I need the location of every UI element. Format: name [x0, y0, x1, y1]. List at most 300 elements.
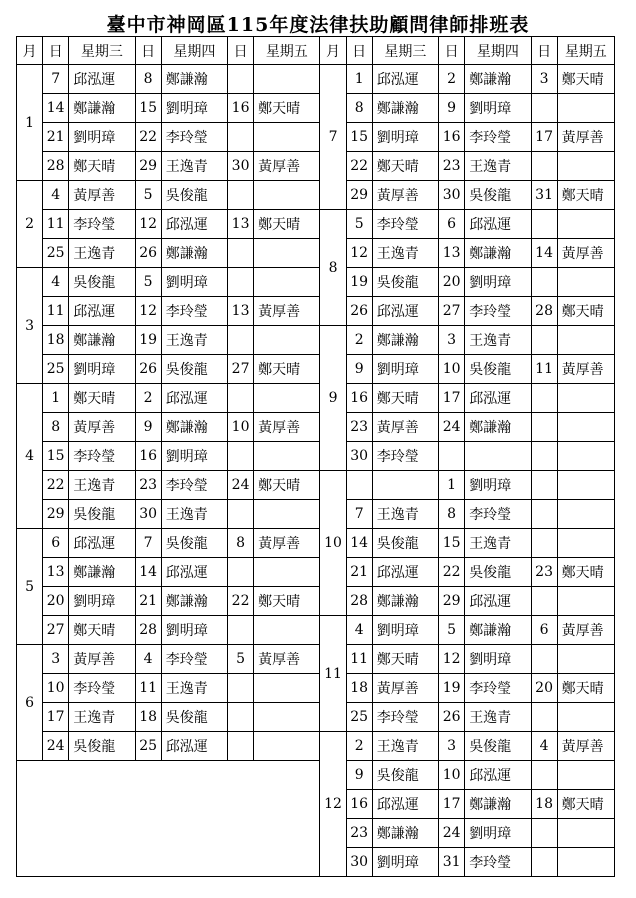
date-cell: 22: [439, 558, 465, 587]
lawyer-cell: 李玲瑩: [69, 210, 135, 239]
date-cell: [531, 645, 557, 674]
date-cell: 11: [135, 674, 161, 703]
lawyer-cell: 吳俊龍: [161, 181, 227, 210]
table-row: [17, 239, 615, 268]
lawyer-cell: 鄭謙瀚: [69, 326, 135, 355]
lawyer-cell: 劉明璋: [372, 848, 438, 877]
month-cell: 6: [17, 645, 43, 761]
date-cell: [531, 500, 557, 529]
date-cell: 20: [43, 587, 69, 616]
lawyer-cell: 鄭天晴: [557, 181, 614, 210]
lawyer-cell: 吳俊龍: [69, 500, 135, 529]
date-cell: 6: [43, 529, 69, 558]
date-cell: 30: [439, 181, 465, 210]
lawyer-cell: 李玲瑩: [161, 297, 227, 326]
date-cell: 14: [531, 239, 557, 268]
date-cell: [228, 616, 254, 645]
header-thursday: 星期四: [161, 37, 227, 65]
date-cell: 22: [43, 471, 69, 500]
header-day: 日: [531, 37, 557, 65]
date-cell: [228, 326, 254, 355]
lawyer-cell: 王逸青: [465, 703, 531, 732]
lawyer-cell: 吳俊龍: [161, 355, 227, 384]
date-cell: 14: [135, 558, 161, 587]
lawyer-cell: 鄭謙瀚: [69, 558, 135, 587]
lawyer-cell: 劉明璋: [161, 442, 227, 471]
lawyer-cell: 邱泓運: [372, 65, 438, 94]
date-cell: 24: [228, 471, 254, 500]
date-cell: 3: [439, 732, 465, 761]
lawyer-cell: 李玲瑩: [161, 645, 227, 674]
lawyer-cell: 劉明璋: [69, 587, 135, 616]
lawyer-cell: [254, 384, 320, 413]
lawyer-cell: 鄭謙瀚: [69, 94, 135, 123]
lawyer-cell: 鄭天晴: [69, 616, 135, 645]
date-cell: 5: [228, 645, 254, 674]
lawyer-cell: 鄭謙瀚: [465, 790, 531, 819]
date-cell: [531, 94, 557, 123]
lawyer-cell: 鄭天晴: [254, 587, 320, 616]
table-row: [17, 268, 615, 297]
date-cell: [531, 819, 557, 848]
date-cell: 24: [439, 819, 465, 848]
lawyer-cell: 邱泓運: [465, 210, 531, 239]
date-cell: [531, 384, 557, 413]
date-cell: 15: [346, 123, 372, 152]
lawyer-cell: 王逸青: [372, 732, 438, 761]
date-cell: 21: [135, 587, 161, 616]
lawyer-cell: 鄭天晴: [372, 645, 438, 674]
lawyer-cell: 吳俊龍: [465, 181, 531, 210]
date-cell: 12: [135, 297, 161, 326]
date-cell: [228, 181, 254, 210]
header-day: 日: [346, 37, 372, 65]
month-cell: 7: [320, 65, 346, 210]
lawyer-cell: 鄭謙瀚: [465, 616, 531, 645]
lawyer-cell: 劉明璋: [465, 471, 531, 500]
date-cell: 9: [346, 355, 372, 384]
lawyer-cell: [254, 558, 320, 587]
lawyer-cell: [254, 500, 320, 529]
table-row: [17, 210, 615, 239]
date-cell: 8: [228, 529, 254, 558]
lawyer-cell: [557, 413, 614, 442]
blank-area: [17, 761, 320, 877]
date-cell: [531, 848, 557, 877]
date-cell: 12: [135, 210, 161, 239]
date-cell: 29: [43, 500, 69, 529]
lawyer-cell: [557, 210, 614, 239]
date-cell: 4: [346, 616, 372, 645]
lawyer-cell: 邱泓運: [69, 297, 135, 326]
lawyer-cell: 鄭謙瀚: [161, 413, 227, 442]
date-cell: 1: [43, 384, 69, 413]
date-cell: [531, 326, 557, 355]
date-cell: 14: [43, 94, 69, 123]
table-row: [17, 587, 615, 616]
header-day: 日: [43, 37, 69, 65]
date-cell: 23: [346, 819, 372, 848]
date-cell: 2: [135, 384, 161, 413]
lawyer-cell: [254, 616, 320, 645]
date-cell: 20: [439, 268, 465, 297]
table-row: [17, 413, 615, 442]
lawyer-cell: 黃厚善: [372, 413, 438, 442]
lawyer-cell: 吳俊龍: [465, 732, 531, 761]
date-cell: 25: [346, 703, 372, 732]
lawyer-cell: [372, 471, 438, 500]
date-cell: 7: [135, 529, 161, 558]
month-cell: 1: [17, 65, 43, 181]
date-cell: 11: [531, 355, 557, 384]
lawyer-cell: 劉明璋: [161, 268, 227, 297]
date-cell: 17: [439, 790, 465, 819]
date-cell: [531, 703, 557, 732]
date-cell: [531, 761, 557, 790]
lawyer-cell: 吳俊龍: [372, 268, 438, 297]
lawyer-cell: 李玲瑩: [465, 297, 531, 326]
lawyer-cell: 李玲瑩: [465, 500, 531, 529]
lawyer-cell: 王逸青: [69, 239, 135, 268]
date-cell: [228, 268, 254, 297]
date-cell: 30: [346, 848, 372, 877]
month-cell: 5: [17, 529, 43, 645]
lawyer-cell: 黃厚善: [69, 413, 135, 442]
lawyer-cell: 鄭謙瀚: [465, 413, 531, 442]
lawyer-cell: [557, 442, 614, 471]
date-cell: 19: [439, 674, 465, 703]
lawyer-cell: 鄭天晴: [254, 210, 320, 239]
date-cell: 28: [43, 152, 69, 181]
table-row: [17, 471, 615, 500]
table-row: [17, 529, 615, 558]
table-row: [17, 761, 615, 790]
lawyer-cell: 劉明璋: [465, 268, 531, 297]
header-day: 日: [135, 37, 161, 65]
lawyer-cell: 李玲瑩: [161, 123, 227, 152]
date-cell: 7: [346, 500, 372, 529]
lawyer-cell: 劉明璋: [69, 123, 135, 152]
date-cell: 25: [135, 732, 161, 761]
date-cell: 6: [531, 616, 557, 645]
lawyer-cell: 鄭謙瀚: [161, 239, 227, 268]
lawyer-cell: [465, 442, 531, 471]
date-cell: 13: [228, 210, 254, 239]
lawyer-cell: 李玲瑩: [465, 674, 531, 703]
date-cell: 5: [135, 268, 161, 297]
lawyer-cell: 吳俊龍: [465, 355, 531, 384]
date-cell: 16: [346, 384, 372, 413]
date-cell: 11: [43, 210, 69, 239]
lawyer-cell: [557, 326, 614, 355]
month-cell: 10: [320, 471, 346, 616]
date-cell: [346, 471, 372, 500]
date-cell: 30: [346, 442, 372, 471]
table-row: [17, 703, 615, 732]
date-cell: 28: [531, 297, 557, 326]
date-cell: 25: [43, 355, 69, 384]
month-cell: 4: [17, 384, 43, 529]
lawyer-cell: 王逸青: [161, 500, 227, 529]
header-month: 月: [17, 37, 43, 65]
date-cell: 10: [439, 761, 465, 790]
date-cell: [531, 471, 557, 500]
date-cell: 10: [439, 355, 465, 384]
table-row: [17, 355, 615, 384]
date-cell: 27: [43, 616, 69, 645]
date-cell: 29: [135, 152, 161, 181]
header-friday: 星期五: [254, 37, 320, 65]
lawyer-cell: 鄭謙瀚: [372, 94, 438, 123]
date-cell: [228, 239, 254, 268]
date-cell: 3: [439, 326, 465, 355]
lawyer-cell: 黃厚善: [557, 732, 614, 761]
lawyer-cell: 王逸青: [69, 471, 135, 500]
date-cell: 18: [135, 703, 161, 732]
date-cell: 26: [135, 355, 161, 384]
date-cell: 8: [346, 94, 372, 123]
lawyer-cell: 邱泓運: [69, 65, 135, 94]
lawyer-cell: 鄭謙瀚: [465, 65, 531, 94]
header-row: [17, 37, 615, 65]
date-cell: 22: [346, 152, 372, 181]
date-cell: 21: [346, 558, 372, 587]
date-cell: 25: [43, 239, 69, 268]
lawyer-cell: 李玲瑩: [372, 442, 438, 471]
date-cell: 31: [439, 848, 465, 877]
lawyer-cell: 黃厚善: [254, 529, 320, 558]
lawyer-cell: 王逸青: [465, 529, 531, 558]
table-row: [17, 732, 615, 761]
schedule-body: [17, 65, 615, 877]
lawyer-cell: [557, 645, 614, 674]
table-row: [17, 442, 615, 471]
month-cell: 8: [320, 210, 346, 326]
month-cell: 3: [17, 268, 43, 384]
lawyer-cell: 邱泓運: [161, 384, 227, 413]
date-cell: 16: [228, 94, 254, 123]
table-row: [17, 65, 615, 94]
date-cell: 13: [439, 239, 465, 268]
lawyer-cell: 王逸青: [161, 326, 227, 355]
date-cell: 23: [346, 413, 372, 442]
lawyer-cell: 邱泓運: [465, 587, 531, 616]
lawyer-cell: 鄭天晴: [557, 674, 614, 703]
date-cell: 2: [439, 65, 465, 94]
lawyer-cell: 黃厚善: [372, 674, 438, 703]
date-cell: 2: [346, 732, 372, 761]
date-cell: 9: [135, 413, 161, 442]
lawyer-cell: [254, 181, 320, 210]
date-cell: [531, 529, 557, 558]
date-cell: 15: [439, 529, 465, 558]
date-cell: 8: [135, 65, 161, 94]
lawyer-cell: 吳俊龍: [161, 703, 227, 732]
date-cell: 27: [439, 297, 465, 326]
date-cell: [531, 268, 557, 297]
date-cell: 17: [43, 703, 69, 732]
lawyer-cell: 黃厚善: [69, 645, 135, 674]
date-cell: 11: [346, 645, 372, 674]
date-cell: [228, 703, 254, 732]
table-row: [17, 558, 615, 587]
lawyer-cell: 黃厚善: [557, 355, 614, 384]
date-cell: 11: [43, 297, 69, 326]
lawyer-cell: 劉明璋: [465, 94, 531, 123]
lawyer-cell: 王逸青: [161, 674, 227, 703]
date-cell: 28: [135, 616, 161, 645]
date-cell: 26: [346, 297, 372, 326]
date-cell: 6: [439, 210, 465, 239]
lawyer-cell: 劉明璋: [372, 355, 438, 384]
date-cell: 16: [439, 123, 465, 152]
lawyer-cell: [557, 529, 614, 558]
month-cell: 11: [320, 616, 346, 732]
date-cell: 5: [439, 616, 465, 645]
date-cell: 3: [43, 645, 69, 674]
header-wednesday: 星期三: [372, 37, 438, 65]
header-wednesday: 星期三: [69, 37, 135, 65]
lawyer-cell: [557, 848, 614, 877]
schedule-table: [16, 36, 615, 877]
date-cell: 19: [135, 326, 161, 355]
date-cell: [228, 384, 254, 413]
date-cell: 1: [346, 65, 372, 94]
date-cell: 14: [346, 529, 372, 558]
lawyer-cell: 吳俊龍: [69, 268, 135, 297]
lawyer-cell: 邱泓運: [161, 558, 227, 587]
lawyer-cell: 鄭天晴: [557, 790, 614, 819]
date-cell: 27: [228, 355, 254, 384]
date-cell: 22: [135, 123, 161, 152]
lawyer-cell: 邱泓運: [372, 297, 438, 326]
lawyer-cell: 劉明璋: [372, 616, 438, 645]
lawyer-cell: [557, 819, 614, 848]
lawyer-cell: 黃厚善: [254, 152, 320, 181]
lawyer-cell: 黃厚善: [254, 645, 320, 674]
date-cell: 30: [228, 152, 254, 181]
date-cell: 29: [346, 181, 372, 210]
date-cell: [228, 442, 254, 471]
lawyer-cell: 李玲瑩: [372, 703, 438, 732]
date-cell: 2: [346, 326, 372, 355]
date-cell: [228, 732, 254, 761]
date-cell: [228, 500, 254, 529]
lawyer-cell: 李玲瑩: [465, 848, 531, 877]
lawyer-cell: 黃厚善: [69, 181, 135, 210]
date-cell: 15: [43, 442, 69, 471]
date-cell: 15: [135, 94, 161, 123]
lawyer-cell: 鄭天晴: [254, 355, 320, 384]
lawyer-cell: [254, 674, 320, 703]
date-cell: [439, 442, 465, 471]
date-cell: 17: [439, 384, 465, 413]
lawyer-cell: 黃厚善: [557, 616, 614, 645]
lawyer-cell: [557, 94, 614, 123]
date-cell: 16: [135, 442, 161, 471]
table-row: [17, 384, 615, 413]
lawyer-cell: [557, 500, 614, 529]
date-cell: 24: [439, 413, 465, 442]
lawyer-cell: 王逸青: [465, 326, 531, 355]
date-cell: 12: [346, 239, 372, 268]
date-cell: 21: [43, 123, 69, 152]
lawyer-cell: 吳俊龍: [69, 732, 135, 761]
lawyer-cell: [254, 703, 320, 732]
lawyer-cell: 鄭天晴: [254, 94, 320, 123]
date-cell: 26: [439, 703, 465, 732]
lawyer-cell: [254, 123, 320, 152]
table-row: [17, 645, 615, 674]
lawyer-cell: 鄭天晴: [557, 558, 614, 587]
date-cell: 9: [346, 761, 372, 790]
lawyer-cell: 王逸青: [161, 152, 227, 181]
date-cell: [531, 210, 557, 239]
lawyer-cell: [557, 703, 614, 732]
lawyer-cell: 鄭謙瀚: [372, 326, 438, 355]
lawyer-cell: 李玲瑩: [372, 210, 438, 239]
lawyer-cell: 鄭天晴: [557, 297, 614, 326]
date-cell: 19: [346, 268, 372, 297]
lawyer-cell: [254, 732, 320, 761]
lawyer-cell: 鄭天晴: [69, 152, 135, 181]
table-row: [17, 181, 615, 210]
lawyer-cell: 李玲瑩: [69, 442, 135, 471]
date-cell: 20: [531, 674, 557, 703]
lawyer-cell: 吳俊龍: [465, 558, 531, 587]
lawyer-cell: 劉明璋: [161, 94, 227, 123]
date-cell: [531, 152, 557, 181]
lawyer-cell: [254, 326, 320, 355]
lawyer-cell: 黃厚善: [372, 181, 438, 210]
lawyer-cell: 吳俊龍: [161, 529, 227, 558]
date-cell: [531, 413, 557, 442]
lawyer-cell: 黃厚善: [557, 239, 614, 268]
lawyer-cell: 邱泓運: [161, 732, 227, 761]
date-cell: 4: [531, 732, 557, 761]
header-thursday: 星期四: [465, 37, 531, 65]
lawyer-cell: [254, 442, 320, 471]
date-cell: [531, 442, 557, 471]
lawyer-cell: 邱泓運: [161, 210, 227, 239]
date-cell: 13: [43, 558, 69, 587]
lawyer-cell: 王逸青: [372, 239, 438, 268]
lawyer-cell: [557, 384, 614, 413]
date-cell: [228, 123, 254, 152]
table-row: [17, 500, 615, 529]
lawyer-cell: [557, 152, 614, 181]
lawyer-cell: 鄭謙瀚: [161, 587, 227, 616]
lawyer-cell: [557, 268, 614, 297]
table-row: [17, 616, 615, 645]
lawyer-cell: 鄭天晴: [372, 152, 438, 181]
table-row: [17, 152, 615, 181]
lawyer-cell: 鄭天晴: [372, 384, 438, 413]
lawyer-cell: [557, 587, 614, 616]
lawyer-cell: 邱泓運: [465, 761, 531, 790]
lawyer-cell: 邱泓運: [372, 790, 438, 819]
table-row: [17, 674, 615, 703]
lawyer-cell: 黃厚善: [254, 297, 320, 326]
table-row: [17, 326, 615, 355]
date-cell: 3: [531, 65, 557, 94]
lawyer-cell: [254, 65, 320, 94]
lawyer-cell: 黃厚善: [557, 123, 614, 152]
lawyer-cell: 邱泓運: [465, 384, 531, 413]
date-cell: 13: [228, 297, 254, 326]
lawyer-cell: 劉明璋: [69, 355, 135, 384]
date-cell: 22: [228, 587, 254, 616]
